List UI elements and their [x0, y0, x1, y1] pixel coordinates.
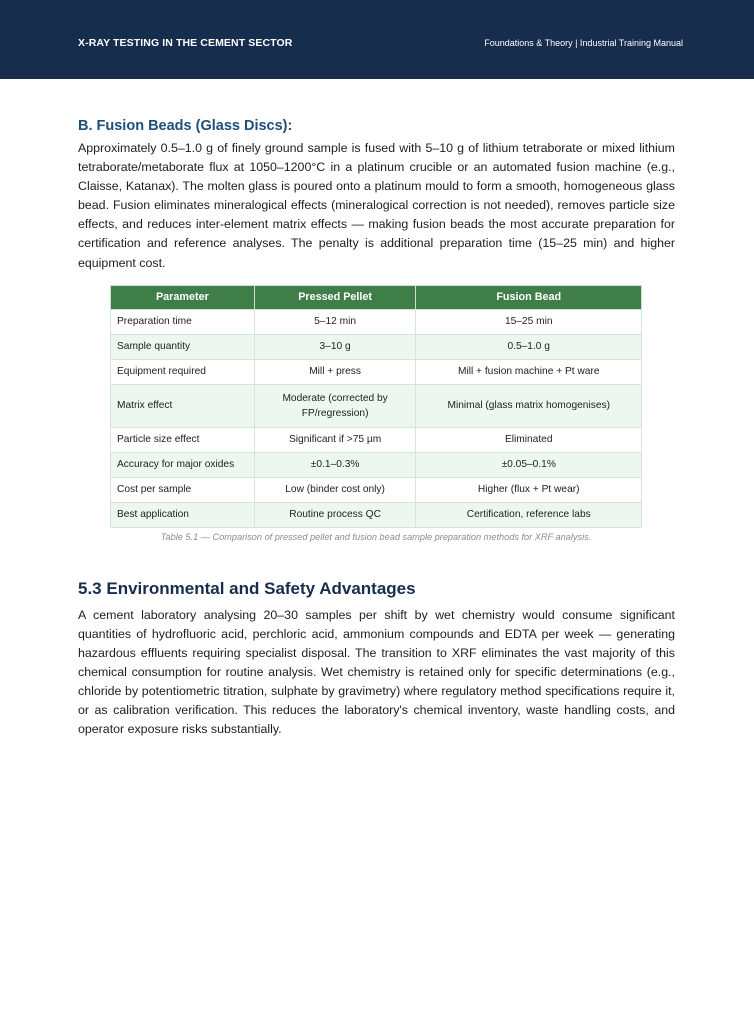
fusion-beads-paragraph: Approximately 0.5–1.0 g of finely ground sample is fused with 5–10 g of lithium tetraborate or mixed lithium tetraborate/metaborate flux at 1050–1200°C in a platinum crucible or an automated fusion machine (e.g., Claisse, Katanax). The molten glass is poured onto a platinum mould to form a smooth, homogeneous glass bead. Fusion eliminates mineralogical effects (mineralogical correction is not needed), removes particle size effects, and reduces inter-element matrix effects — making fusion beads the most accurate preparation for certification and reference analyses. The penalty is additional preparation time (15–25 min) and higher equipment cost.: [78, 141, 675, 270]
table-cell: 3–10 g: [254, 334, 416, 359]
table-cell: Particle size effect: [111, 427, 255, 452]
table-cell: Significant if >75 µm: [254, 427, 416, 452]
column-header-fusion-bead: Fusion Bead: [416, 285, 642, 309]
table-cell: Accuracy for major oxides: [111, 452, 255, 477]
page-header: [0, 0, 754, 79]
comparison-table: [110, 285, 642, 528]
table-cell: ±0.1–0.3%: [254, 452, 416, 477]
table-row: [111, 334, 642, 359]
table-row: [111, 452, 642, 477]
table-cell: Best application: [111, 502, 255, 527]
table-cell: Minimal (glass matrix homogenises): [416, 384, 642, 427]
table-row: [111, 309, 642, 334]
table-cell: 0.5–1.0 g: [416, 334, 642, 359]
table-cell: Equipment required: [111, 359, 255, 384]
table-row: [111, 359, 642, 384]
table-cell: 15–25 min: [416, 309, 642, 334]
table-cell: Sample quantity: [111, 334, 255, 359]
table-cell: Cost per sample: [111, 477, 255, 502]
column-header-parameter: Parameter: [111, 285, 255, 309]
table-row: [111, 502, 642, 527]
column-header-pressed-pellet: Pressed Pellet: [254, 285, 416, 309]
section-heading: 5.3 Environmental and Safety Advantages: [78, 578, 416, 598]
table-cell: Low (binder cost only): [254, 477, 416, 502]
table-cell: 5–12 min: [254, 309, 416, 334]
table-header-row: [111, 285, 642, 309]
table-cell: Preparation time: [111, 309, 255, 334]
page-content: [78, 117, 675, 739]
table-cell: Moderate (corrected by FP/regression): [254, 384, 416, 427]
table-row: [111, 427, 642, 452]
environment-paragraph: A cement laboratory analysing 20–30 samples per shift by wet chemistry would consume significant quantities of hydrofluoric acid, perchloric acid, ammonium compounds and EDTA per week — generating hazardous effluents requiring specialist disposal. The transition to XRF eliminates the vast majority of this chemical consumption for routine analysis. Wet chemistry is retained only for specific determinations (e.g., chloride by potentiometric titration, sulphate by gravimetry) where regulatory method specifications require it, or as calibration verification. This reduces the laboratory's chemical inventory, waste handling costs, and operator exposure risks substantially.: [78, 607, 675, 737]
header-subtitle: Foundations & Theory | Industrial Training Manual: [484, 38, 683, 48]
table-cell: Certification, reference labs: [416, 502, 642, 527]
comparison-table-wrapper: [110, 285, 642, 542]
table-cell: Eliminated: [416, 427, 642, 452]
header-title: X-RAY TESTING IN THE CEMENT SECTOR: [78, 37, 293, 49]
table-cell: Matrix effect: [111, 384, 255, 427]
table-cell: Higher (flux + Pt wear): [416, 477, 642, 502]
table-cell: Mill + press: [254, 359, 416, 384]
table-cell: Mill + fusion machine + Pt ware: [416, 359, 642, 384]
table-cell: ±0.05–0.1%: [416, 452, 642, 477]
table-row: [111, 477, 642, 502]
table-cell: Routine process QC: [254, 502, 416, 527]
table-caption: Table 5.1 — Comparison of pressed pellet and fusion bead sample preparation methods for XRF analysis.: [160, 531, 592, 542]
table-row: [111, 384, 642, 427]
fusion-beads-heading: B. Fusion Beads (Glass Discs):: [78, 118, 293, 134]
